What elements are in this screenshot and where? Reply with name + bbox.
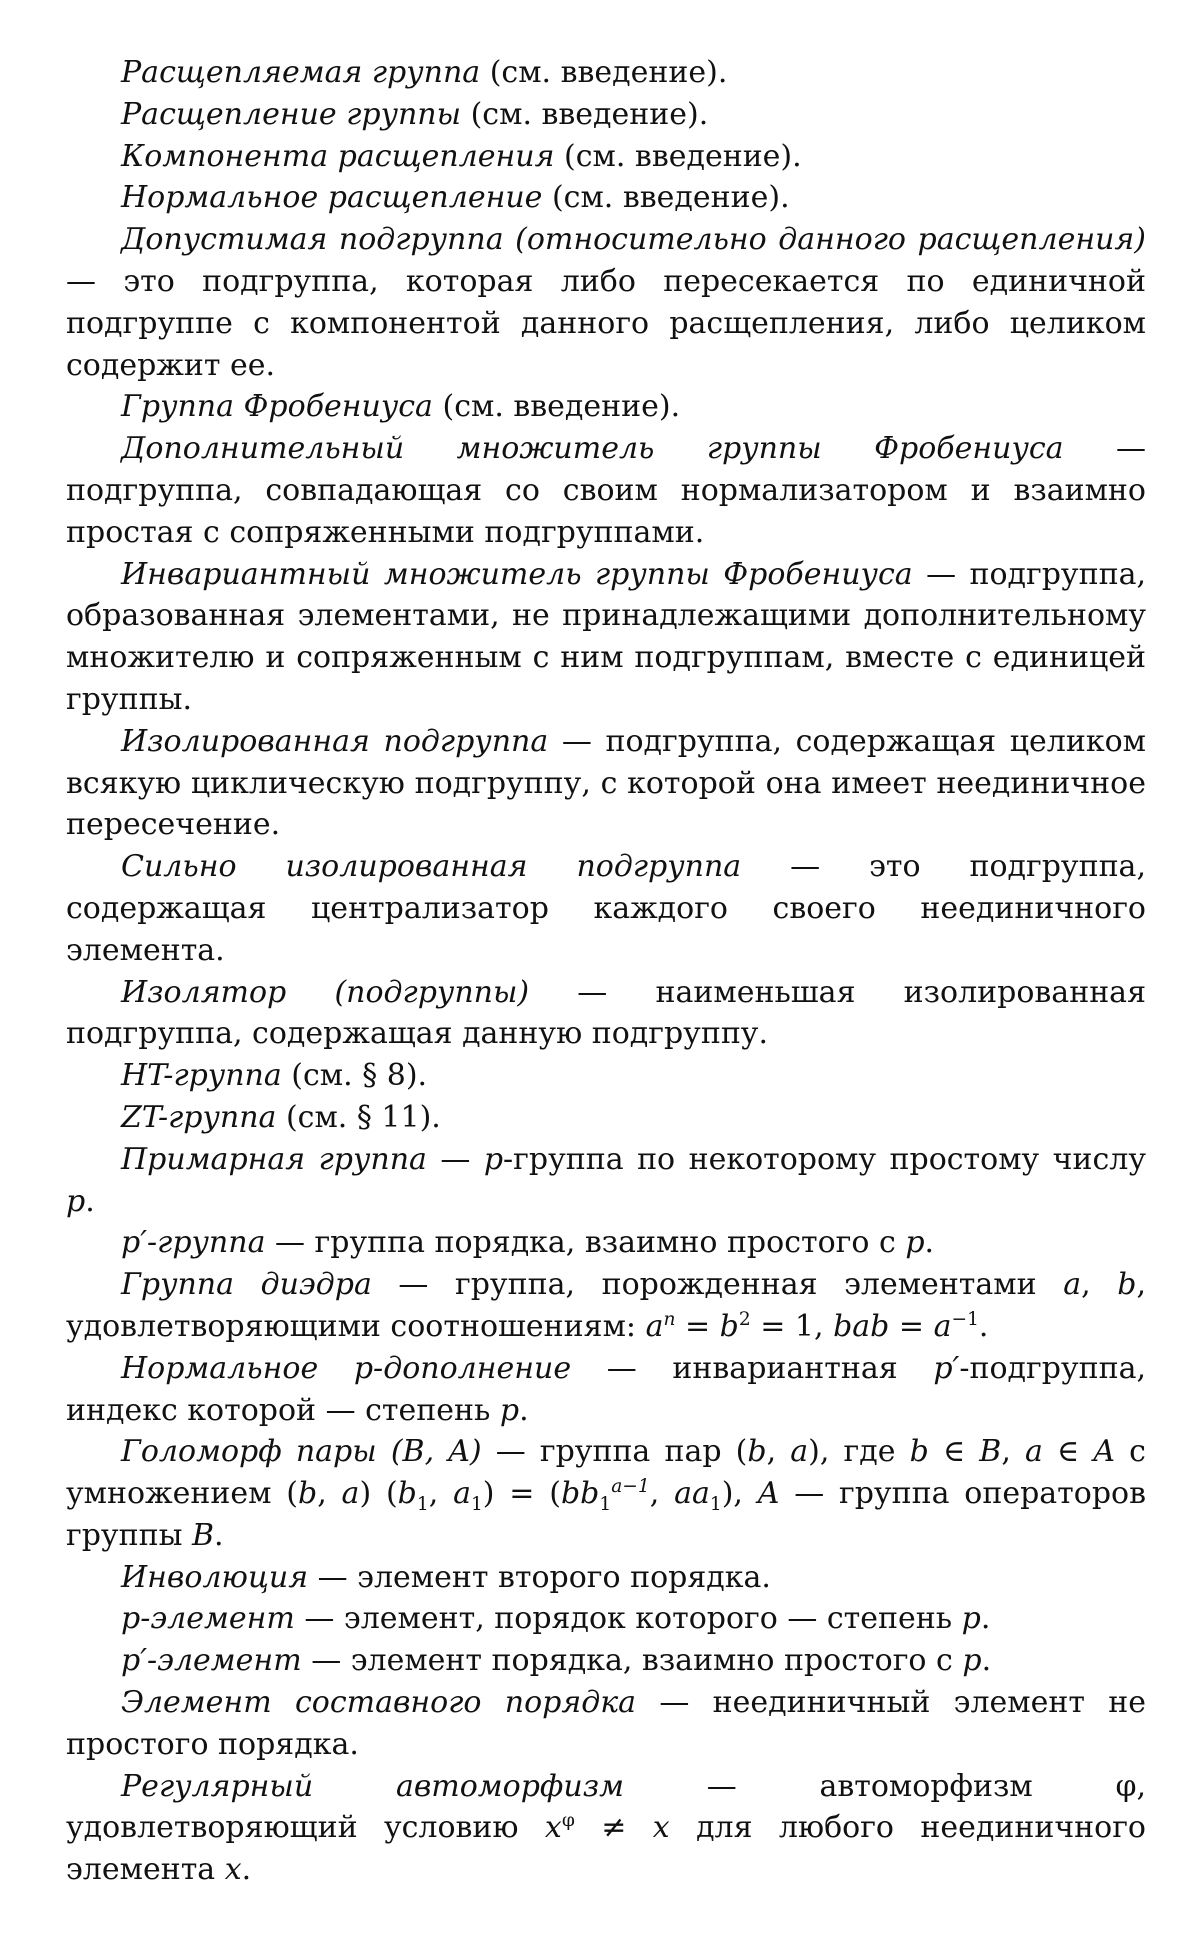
math-var: b	[747, 1434, 767, 1470]
entry-term: Нормальное p-дополнение	[121, 1350, 572, 1386]
math-expr: a ∈ A	[1025, 1434, 1116, 1470]
punct: ,	[317, 1476, 342, 1512]
glossary-entry	[66, 1557, 1146, 1599]
math-exponent	[663, 1309, 675, 1330]
entry-term: Группа Фробениуса	[121, 389, 433, 425]
math-op: ≠	[574, 1810, 653, 1846]
math-expr: b ∈ B	[909, 1434, 1002, 1470]
entry-term: HT-группа	[121, 1058, 282, 1094]
glossary-entry	[66, 1766, 1146, 1891]
math-var: x	[544, 1810, 562, 1846]
glossary-page	[66, 52, 1146, 1891]
entry-body: .	[214, 1517, 224, 1553]
glossary-entry	[66, 721, 1146, 846]
math-exponent: −1	[951, 1308, 979, 1330]
entry-body: — элемент второго порядка.	[308, 1559, 771, 1595]
math-subscript: 1	[709, 1494, 722, 1516]
glossary-entry	[66, 972, 1146, 1056]
entry-body: (см. введение).	[542, 180, 790, 216]
math-op: =	[675, 1308, 720, 1344]
math-var: b	[1117, 1267, 1137, 1303]
entry-body: — автоморфизм φ, удовлетворяющий условию	[66, 1768, 1146, 1846]
math-exponent: φ	[561, 1810, 575, 1832]
math-var: x	[224, 1852, 242, 1888]
math-var: a	[933, 1308, 952, 1344]
glossary-entry	[66, 1640, 1146, 1682]
entry-term: Голоморф пары (B, A)	[121, 1434, 482, 1470]
entry-term: Изолятор (подгруппы)	[121, 974, 530, 1010]
glossary-entry	[66, 386, 1146, 428]
entry-body: (см. введение).	[432, 389, 681, 425]
entry-body: —	[426, 1141, 484, 1177]
punct: ,	[428, 1476, 454, 1512]
math-var: a	[790, 1434, 809, 1470]
entry-term: Расщепление группы	[121, 96, 462, 132]
math-var: a	[453, 1476, 471, 1512]
math-var: b	[297, 1476, 318, 1512]
entry-body: — это подгруппа, которая либо пересекается по единичной подгруппе с компонентой данного расщепления, либо целиком содержит ее.	[66, 263, 1146, 383]
entry-term: Инволюция	[121, 1559, 309, 1595]
glossary-entry	[66, 1598, 1146, 1640]
math-var: aa	[674, 1476, 710, 1512]
glossary-entry	[66, 1682, 1146, 1766]
math-var: x	[652, 1810, 670, 1846]
entry-body: для любого неединичного элемента	[66, 1810, 1146, 1888]
glossary-entry	[66, 177, 1146, 219]
entry-term: Изолированная подгруппа	[121, 723, 549, 759]
entry-body: — наименьшая изолированная подгруппа, содержащая данную подгруппу.	[66, 974, 1146, 1052]
entry-body: .	[981, 1643, 992, 1679]
entry-body: ), где	[808, 1434, 910, 1470]
math-var: B	[191, 1517, 215, 1553]
punct: ) (	[359, 1476, 398, 1512]
entry-term: p-элемент	[121, 1601, 295, 1637]
glossary-entry	[66, 94, 1146, 136]
entry-body: — элемент, порядок которого — степень	[294, 1601, 962, 1637]
entry-body: (см. введение).	[461, 96, 709, 132]
math-var: p	[962, 1643, 982, 1679]
glossary-entry	[66, 1264, 1146, 1348]
entry-body: , удовлетворяющими соотношениям:	[66, 1267, 1146, 1344]
entry-body: (см. введение).	[554, 138, 802, 174]
math-var: p	[483, 1141, 504, 1177]
math-var: p	[499, 1392, 520, 1428]
math-var: p	[66, 1183, 86, 1219]
entry-term: Сильно изолированная подгруппа	[121, 849, 742, 885]
entry-term: Компонента расщепления	[121, 138, 555, 174]
entry-body: — инвариантная	[571, 1350, 934, 1386]
math-var: p	[961, 1601, 981, 1637]
entry-body: — группа, порожденная элементами	[371, 1267, 1064, 1303]
math-var: a	[341, 1476, 360, 1512]
math-subscript: 1	[416, 1494, 429, 1516]
entry-body: .	[241, 1852, 252, 1888]
entry-body: ,	[1081, 1267, 1118, 1303]
entry-term: Расщепляемая группа	[121, 55, 481, 90]
glossary-entry	[66, 219, 1146, 386]
entry-term: Инвариантный множитель группы Фробениуса	[121, 556, 913, 592]
math-exponent-value: n	[663, 1308, 676, 1330]
entry-term: Дополнительный множитель группы Фробениуса	[121, 431, 1064, 467]
punct: ,	[1001, 1434, 1026, 1470]
glossary-entry	[66, 846, 1146, 971]
entry-body: (см. § 11).	[276, 1099, 441, 1135]
math-subscript: 1	[470, 1494, 483, 1516]
entry-body: -группа по некоторому простому числу	[503, 1141, 1146, 1177]
entry-body: .	[85, 1183, 95, 1219]
entry-term: Нормальное расщепление	[121, 180, 543, 216]
entry-term: Допустимая подгруппа (относительно данного расщепления)	[121, 222, 1146, 258]
entry-term: Примарная группа	[121, 1141, 427, 1177]
glossary-entry	[66, 1431, 1146, 1556]
math-var: bb	[560, 1476, 600, 1512]
entry-body: .	[519, 1392, 529, 1428]
glossary-entry	[66, 1222, 1146, 1264]
glossary-entry	[66, 1348, 1146, 1432]
entry-body: — неединичный элемент не простого порядка.	[66, 1685, 1146, 1762]
punct: ,	[766, 1434, 791, 1470]
entry-body: — элемент порядка, взаимно простого с	[301, 1643, 963, 1679]
entry-body: .	[978, 1308, 989, 1344]
entry-term: p′-элемент	[121, 1643, 302, 1679]
glossary-entry	[66, 1097, 1146, 1139]
glossary-entry	[66, 136, 1146, 178]
math-var: p′	[933, 1350, 960, 1386]
math-var: A	[757, 1476, 780, 1512]
glossary-entry	[66, 554, 1146, 721]
entry-body: — подгруппа, совпадающая со своим нормализатором и взаимно простая с сопряженными подгруппами.	[66, 431, 1147, 550]
entry-body: -подгруппа, индекс которой — степень	[66, 1350, 1147, 1428]
entry-body: — подгруппа, содержащая целиком всякую циклическую подгруппу, с которой она имеет неединичное пересечение.	[66, 723, 1146, 843]
math-var: a	[1063, 1267, 1082, 1303]
math-var: a	[645, 1308, 664, 1344]
math-exponent: 2	[738, 1308, 751, 1330]
math-var: b	[397, 1476, 417, 1512]
entry-term: Регулярный автоморфизм	[121, 1768, 624, 1804]
math-op: = 1,	[750, 1308, 834, 1344]
entry-body: — подгруппа, образованная элементами, не принадлежащими дополнительному множителю и сопряженным с ним подгруппам, вместе с единицей группы.	[66, 556, 1146, 717]
entry-term: p′-группа	[121, 1225, 266, 1261]
entry-body: — группа операторов группы	[66, 1476, 1146, 1553]
entry-body: (см. § 8).	[281, 1058, 428, 1094]
entry-body: — это подгруппа, содержащая централизатор каждого своего неединичного элемента.	[66, 849, 1146, 968]
glossary-entry	[66, 1139, 1146, 1223]
entry-body: .	[924, 1225, 935, 1261]
entry-body: — группа порядка, взаимно простого с	[265, 1225, 906, 1261]
entry-body: .	[980, 1601, 991, 1637]
math-subscript: 1	[599, 1494, 612, 1516]
glossary-entry	[66, 52, 1146, 94]
punct: ) = (	[482, 1476, 561, 1512]
glossary-entry	[66, 1055, 1146, 1097]
entry-body: (см. введение).	[480, 55, 728, 90]
punct: ,	[649, 1476, 675, 1512]
entry-term: Элемент составного порядка	[121, 1685, 637, 1721]
math-var: b	[719, 1308, 739, 1344]
math-var: bab	[833, 1308, 890, 1344]
entry-term: ZT-группа	[121, 1099, 277, 1135]
punct: ),	[721, 1476, 758, 1512]
math-exponent-value: a−1	[611, 1476, 650, 1498]
entry-body: — группа пар (	[481, 1434, 748, 1470]
glossary-entry	[66, 428, 1146, 553]
math-op: =	[889, 1308, 934, 1344]
entry-term: Группа диэдра	[121, 1267, 372, 1303]
math-exponent	[611, 1476, 650, 1497]
entry-body: с умножением (	[66, 1434, 1146, 1512]
math-var: p	[905, 1225, 925, 1261]
